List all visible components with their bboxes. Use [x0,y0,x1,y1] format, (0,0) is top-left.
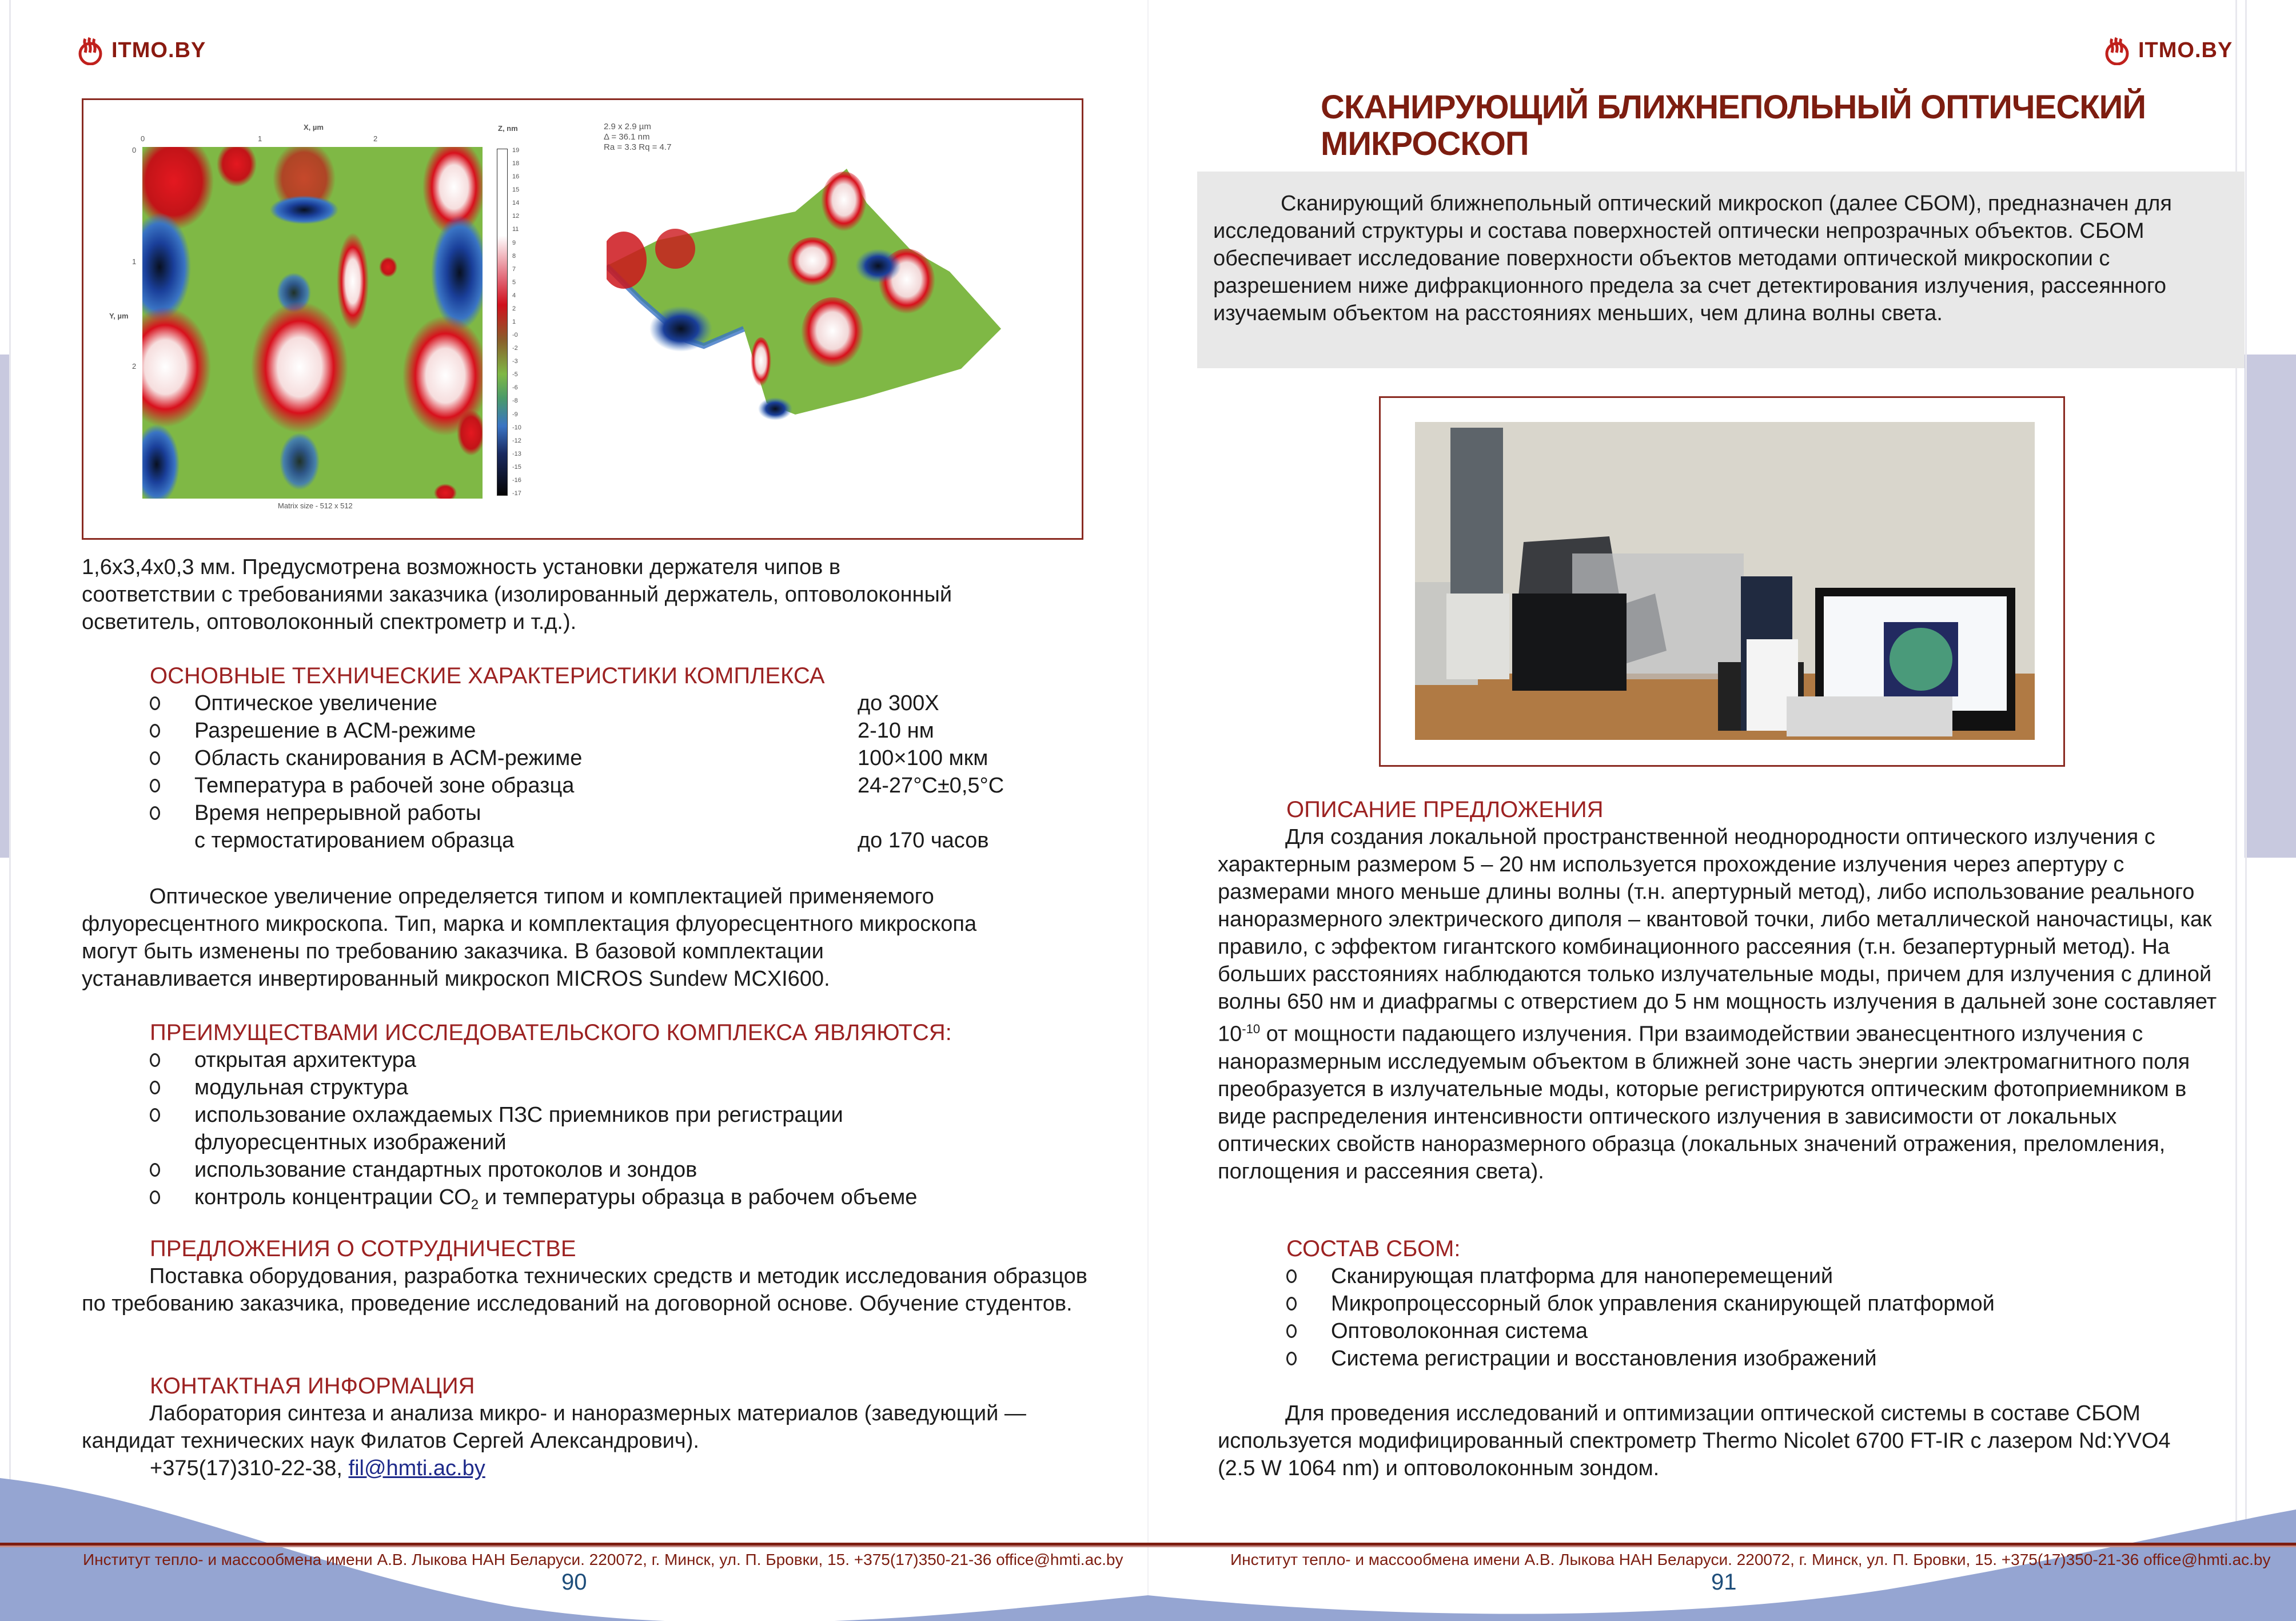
colorbar-tick: 7 [512,265,516,273]
colorbar-tick: 18 [512,160,520,168]
optics-line: флуоресцентного микроскопа. Тип, марка и комплектация флуоресцентного микроскопа [82,912,977,936]
specs-heading: ОСНОВНЫЕ ТЕХНИЧЕСКИЕ ХАРАКТЕРИСТИКИ КОМПЛЕКСА [150,663,825,688]
y-tick: 1 [132,257,137,266]
bullet-circle-icon [150,751,160,765]
colorbar-tick: -9 [512,411,518,418]
advantage-item: контроль концентрации $СО_2$ и температуры образца в рабочем объеме [150,1184,1065,1219]
composition-item: Система регистрации и восстановления изображений [1286,1345,2201,1372]
spine-line [1147,0,1149,1621]
spec-value: до 170 часов [858,829,989,853]
colorbar-label: Z, nm [498,124,518,133]
x-tick: 0 [141,134,145,143]
colorbar-tick: -16 [512,476,521,484]
page-title [1321,89,2146,162]
cooperation-text: Поставка оборудования, разработка технических средств и методик исследования образцов по требованию заказчика, проведение исследований на договорной основе. Обучение студентов. [82,1264,1087,1316]
contact-heading: КОНТАКТНАЯ ИНФОРМАЦИЯ [150,1373,475,1399]
logo-text: ITMO.BY [2138,38,2233,62]
advantage-item: использование охлаждаемых ПЗС приемников при регистрации флуоресцентных изображений [150,1101,949,1156]
power-base: 10 [1218,1022,1242,1046]
optics-paragraph [82,883,1111,993]
title-line: МИКРОСКОП [1321,125,1529,162]
bullet-circle-icon [150,1108,160,1122]
colorbar-tick: -5 [512,371,518,379]
composition-item: Оптоволоконная система [1286,1317,2201,1345]
advantage-item: модульная структура [150,1074,1065,1101]
colorbar-tick: -15 [512,463,521,471]
left-margin-line [9,0,11,1621]
bullet-circle-icon [1286,1269,1297,1283]
colorbar-tick: 11 [512,226,519,233]
intro-line: 1,6x3,4x0,3 мм. Предусмотрена возможность установки держателя чипов в [82,555,841,579]
optics-line: Оптическое увеличение определяется типом и комплектацией применяемого [149,885,934,909]
spec-item-continuation [150,827,1122,854]
footer-left: Институт тепло- и массообмена имени А.В. Лыкова НАН Беларуси. 220072, г. Минск, ул. П. Бровки, 15. +375(17)350-21-36 office@hmti.ac.by [83,1551,1123,1568]
bullet-circle-icon [1286,1297,1297,1311]
advantage-item: использование стандартных протоколов и зондов [150,1156,1065,1184]
power-exponent: -10 [1242,1022,1261,1036]
colorbar-tick: -13 [512,450,521,457]
logo-left[interactable] [77,35,206,65]
colorbar-tick: -10 [512,424,521,431]
advantages-list [150,1046,1065,1219]
contact-line [150,1455,485,1482]
co2-subscript: 2 [471,1197,479,1213]
bullet-circle-icon [150,1163,160,1177]
bullet-circle-icon [150,696,160,710]
x-tick: 1 [258,134,262,143]
colorbar-tick: -8 [512,397,518,405]
contact-phone: +375(17)310-22-38, [150,1456,349,1480]
afm-stats [604,122,671,153]
colorbar-tick: -3 [512,358,518,365]
right-margin-line-2 [2245,0,2247,1621]
bullet-circle-icon [1286,1352,1297,1365]
bullet-circle-icon [150,724,160,738]
composition-item: Микропроцессорный блок управления сканирующей платформой [1286,1290,2201,1317]
colorbar-tick: -12 [512,437,521,444]
afm-3d-surface [607,157,1053,466]
bullet-circle-icon [150,1053,160,1067]
matrix-size-label: Matrix size - 512 x 512 [278,501,353,510]
colorbar-ticks [512,147,535,496]
composition-item: Сканирующая платформа для наноперемещений [1286,1262,2201,1290]
spec-label: с термостатированием образца [194,829,515,853]
afm-2d-height-map [142,147,483,499]
bullet-circle-icon [150,806,160,820]
photo-frame [1379,396,2065,767]
y-tick: 0 [132,146,137,154]
spec-item [150,772,1122,799]
composition-list [1286,1262,2201,1372]
itmo-logo-icon [77,35,103,65]
bullet-circle-icon [150,1190,160,1204]
itmo-logo-icon [2104,35,2130,65]
page-number-right: 91 [1711,1570,1737,1595]
x-tick: 2 [373,134,378,143]
spec-label: Температура в рабочей зоне образца [194,774,575,798]
lab-equipment-photo [1415,422,2035,740]
afm-figure-frame [82,98,1083,540]
logo-right[interactable] [2104,35,2233,65]
colorbar-tick: 19 [512,147,520,154]
spec-value: 24-27°С±0,5°С [858,774,1005,798]
spec-value: 2-10 нм [858,719,934,743]
spec-item [150,744,1122,772]
page-number-left: 90 [561,1570,587,1595]
y-axis-label: Y, µm [109,312,129,320]
intro-paragraph: Сканирующий ближнепольный оптический микроскоп (далее СБОМ), предназначен для исследований структуры и состава поверхностей оптически непрозрачных объектов. СБОМ обеспечивает исследование поверхности объектов методами оптической микроскопии с разрешением ниже дифракционного предела за счет детектирования излучения, рассеянного изучаемым объектом на расстояниях меньших, чем длина волны света. [1213,192,2173,325]
colorbar-tick: -6 [512,384,518,392]
composition-heading: СОСТАВ СБОМ: [1286,1236,1461,1261]
colorbar-tick: 16 [512,173,520,181]
advantage-item: открытая архитектура [150,1046,1065,1074]
colorbar-tick: 1 [512,318,516,325]
colorbar-tick: 8 [512,252,516,260]
colorbar-tick: 15 [512,186,520,194]
spec-item [150,690,1122,717]
specs-list [150,690,1122,854]
spec-label: Оптическое увеличение [194,691,437,715]
colorbar-tick: -17 [512,490,521,497]
colorbar-tick: -0 [512,332,518,339]
contact-text: Лаборатория синтеза и анализа микро- и наноразмерных материалов (заведующий — кандидат технических наук Филатов Сергей Александрович). [82,1401,1026,1453]
intro-text [82,553,1099,636]
afm-stat-delta: Δ = 36.1 nm [604,132,650,142]
afm-stat-size: 2.9 x 2.9 µm [604,122,651,132]
colorbar-tick: 4 [512,292,516,299]
bullet-circle-icon [1286,1324,1297,1338]
y-tick: 2 [132,362,137,371]
spec-item [150,717,1122,744]
spec-item [150,799,1122,827]
spec-value: до 300Х [858,691,939,715]
spec-label: Область сканирования в АСМ-режиме [194,746,583,770]
colorbar-tick: -2 [512,345,518,352]
title-line: СКАНИРУЮЩИЙ БЛИЖНЕПОЛЬНЫЙ ОПТИЧЕСКИЙ [1321,89,2146,126]
x-axis-label: X, µm [304,123,324,132]
intro-line: соответствии с требованиями заказчика (изолированный держатель, оптоволоконный [82,583,952,607]
colorbar-tick: 2 [512,305,516,312]
footer-right: Институт тепло- и массообмена имени А.В. Лыкова НАН Беларуси. 220072, г. Минск, ул. П. Бровки, 15. +375(17)350-21-36 office@hmti.ac.by [1230,1551,2271,1568]
optics-line: устанавливается инвертированный микроскоп MICROS Sundew MCXI600. [82,967,830,991]
intro-box [1197,172,2245,368]
colorbar-tick: 12 [512,213,520,220]
description-paragraph: Для создания локальной пространственной неоднородности оптического излучения с характерным размером 5 – 20 нм используется прохождение излучения через апертуру с размерами много меньше длины волны (т.н. апертурный метод), либо использование реального наноразмерного электрического диполя – квантовой точки, либо металлической наночастицы, как правило, с эффектом гигантского комбинационного рассеяния (т.н. безапертурный метод). На больших расстояниях наблюдаются только излучательные моды, причем для излучения с длиной волны 650 нм и диафрагмы с отверстием до 5 нм мощность излучения в дальней зоне составляет $10^{-10}$ от мощности падающего излучения. При взаимодействии эванесцентного излучения с наноразмерным исследуемым объектом в ближней зоне часть энергии электромагнитного поля преобразуется в излучательные моды, которые регистрируются оптическим фотоприемником в виде распределения интенсивности оптического излучения в зависимости от локальных оптических свойств наноразмерного образца (локальных значений отражения, преломления, поглощения и рассеяния света). [1218,825,2217,1184]
afm-stat-roughness: Ra = 3.3 Rq = 4.7 [604,142,672,152]
intro-line: осветитель, оптоволоконный спектрометр и т.д.). [82,610,577,634]
spec-label: Разрешение в АСМ-режиме [194,719,476,743]
cooperation-heading: ПРЕДЛОЖЕНИЯ О СОТРУДНИЧЕСТВЕ [150,1236,576,1261]
logo-text: ITMO.BY [111,38,206,62]
contact-email-link[interactable]: fil@hmti.ac.by [348,1456,485,1480]
advantages-heading: ПРЕИМУЩЕСТВАМИ ИССЛЕДОВАТЕЛЬСКОГО КОМПЛЕКСА ЯВЛЯЮТСЯ: [150,1020,952,1045]
right-side-band [2245,355,2296,858]
description-heading: ОПИСАНИЕ ПРЕДЛОЖЕНИЯ [1286,797,1604,822]
bullet-circle-icon [150,779,160,792]
colorbar [497,149,508,496]
footer-rule-light [0,1546,2296,1547]
spec-value: 100×100 мкм [858,746,988,770]
spec-label: Время непрерывной работы [194,801,481,825]
colorbar-tick: 9 [512,239,516,246]
closing-paragraph: Для проведения исследований и оптимизации оптической системы в составе СБОМ используется модифицированный спектрометр Thermo Nicolet 6700 FT-IR с лазером Nd:YVO4 (2.5 W 1064 nm) и оптоволоконным зондом. [1218,1401,2171,1480]
colorbar-tick: 5 [512,278,516,286]
colorbar-tick: 14 [512,200,520,207]
bullet-circle-icon [150,1081,160,1094]
optics-line: могут быть изменены по требованию заказчика. В базовой комплектации [82,939,824,963]
